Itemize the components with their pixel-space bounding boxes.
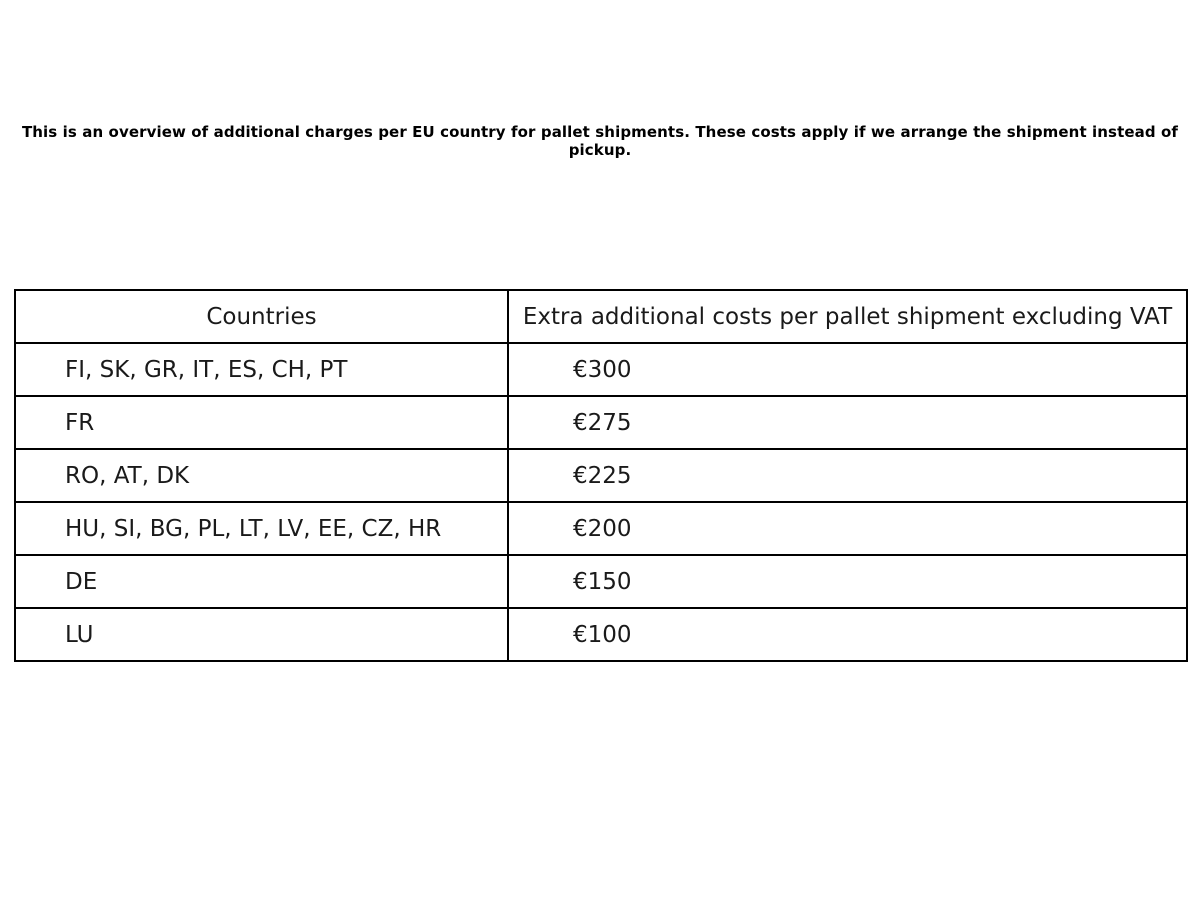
table-header-row [15, 290, 1187, 343]
countries-cell: HU, SI, BG, PL, LT, LV, EE, CZ, HR [15, 502, 508, 555]
charges-table [14, 289, 1188, 662]
table-row [15, 449, 1187, 502]
table-row [15, 555, 1187, 608]
cost-cell: €300 [508, 343, 1187, 396]
countries-cell: FI, SK, GR, IT, ES, CH, PT [15, 343, 508, 396]
cost-cell: €275 [508, 396, 1187, 449]
table-row [15, 343, 1187, 396]
table-row [15, 396, 1187, 449]
cost-cell: €200 [508, 502, 1187, 555]
countries-cell: RO, AT, DK [15, 449, 508, 502]
countries-cell: LU [15, 608, 508, 661]
table-row [15, 502, 1187, 555]
table-row [15, 608, 1187, 661]
cost-cell: €225 [508, 449, 1187, 502]
table-header-countries: Countries [15, 290, 508, 343]
countries-cell: DE [15, 555, 508, 608]
table-header-costs: Extra additional costs per pallet shipment excluding VAT [508, 290, 1187, 343]
cost-cell: €150 [508, 555, 1187, 608]
countries-cell: FR [15, 396, 508, 449]
cost-cell: €100 [508, 608, 1187, 661]
intro-text: This is an overview of additional charges per EU country for pallet shipments. These costs apply if we arrange the shipment instead of pickup. [21, 123, 1179, 159]
